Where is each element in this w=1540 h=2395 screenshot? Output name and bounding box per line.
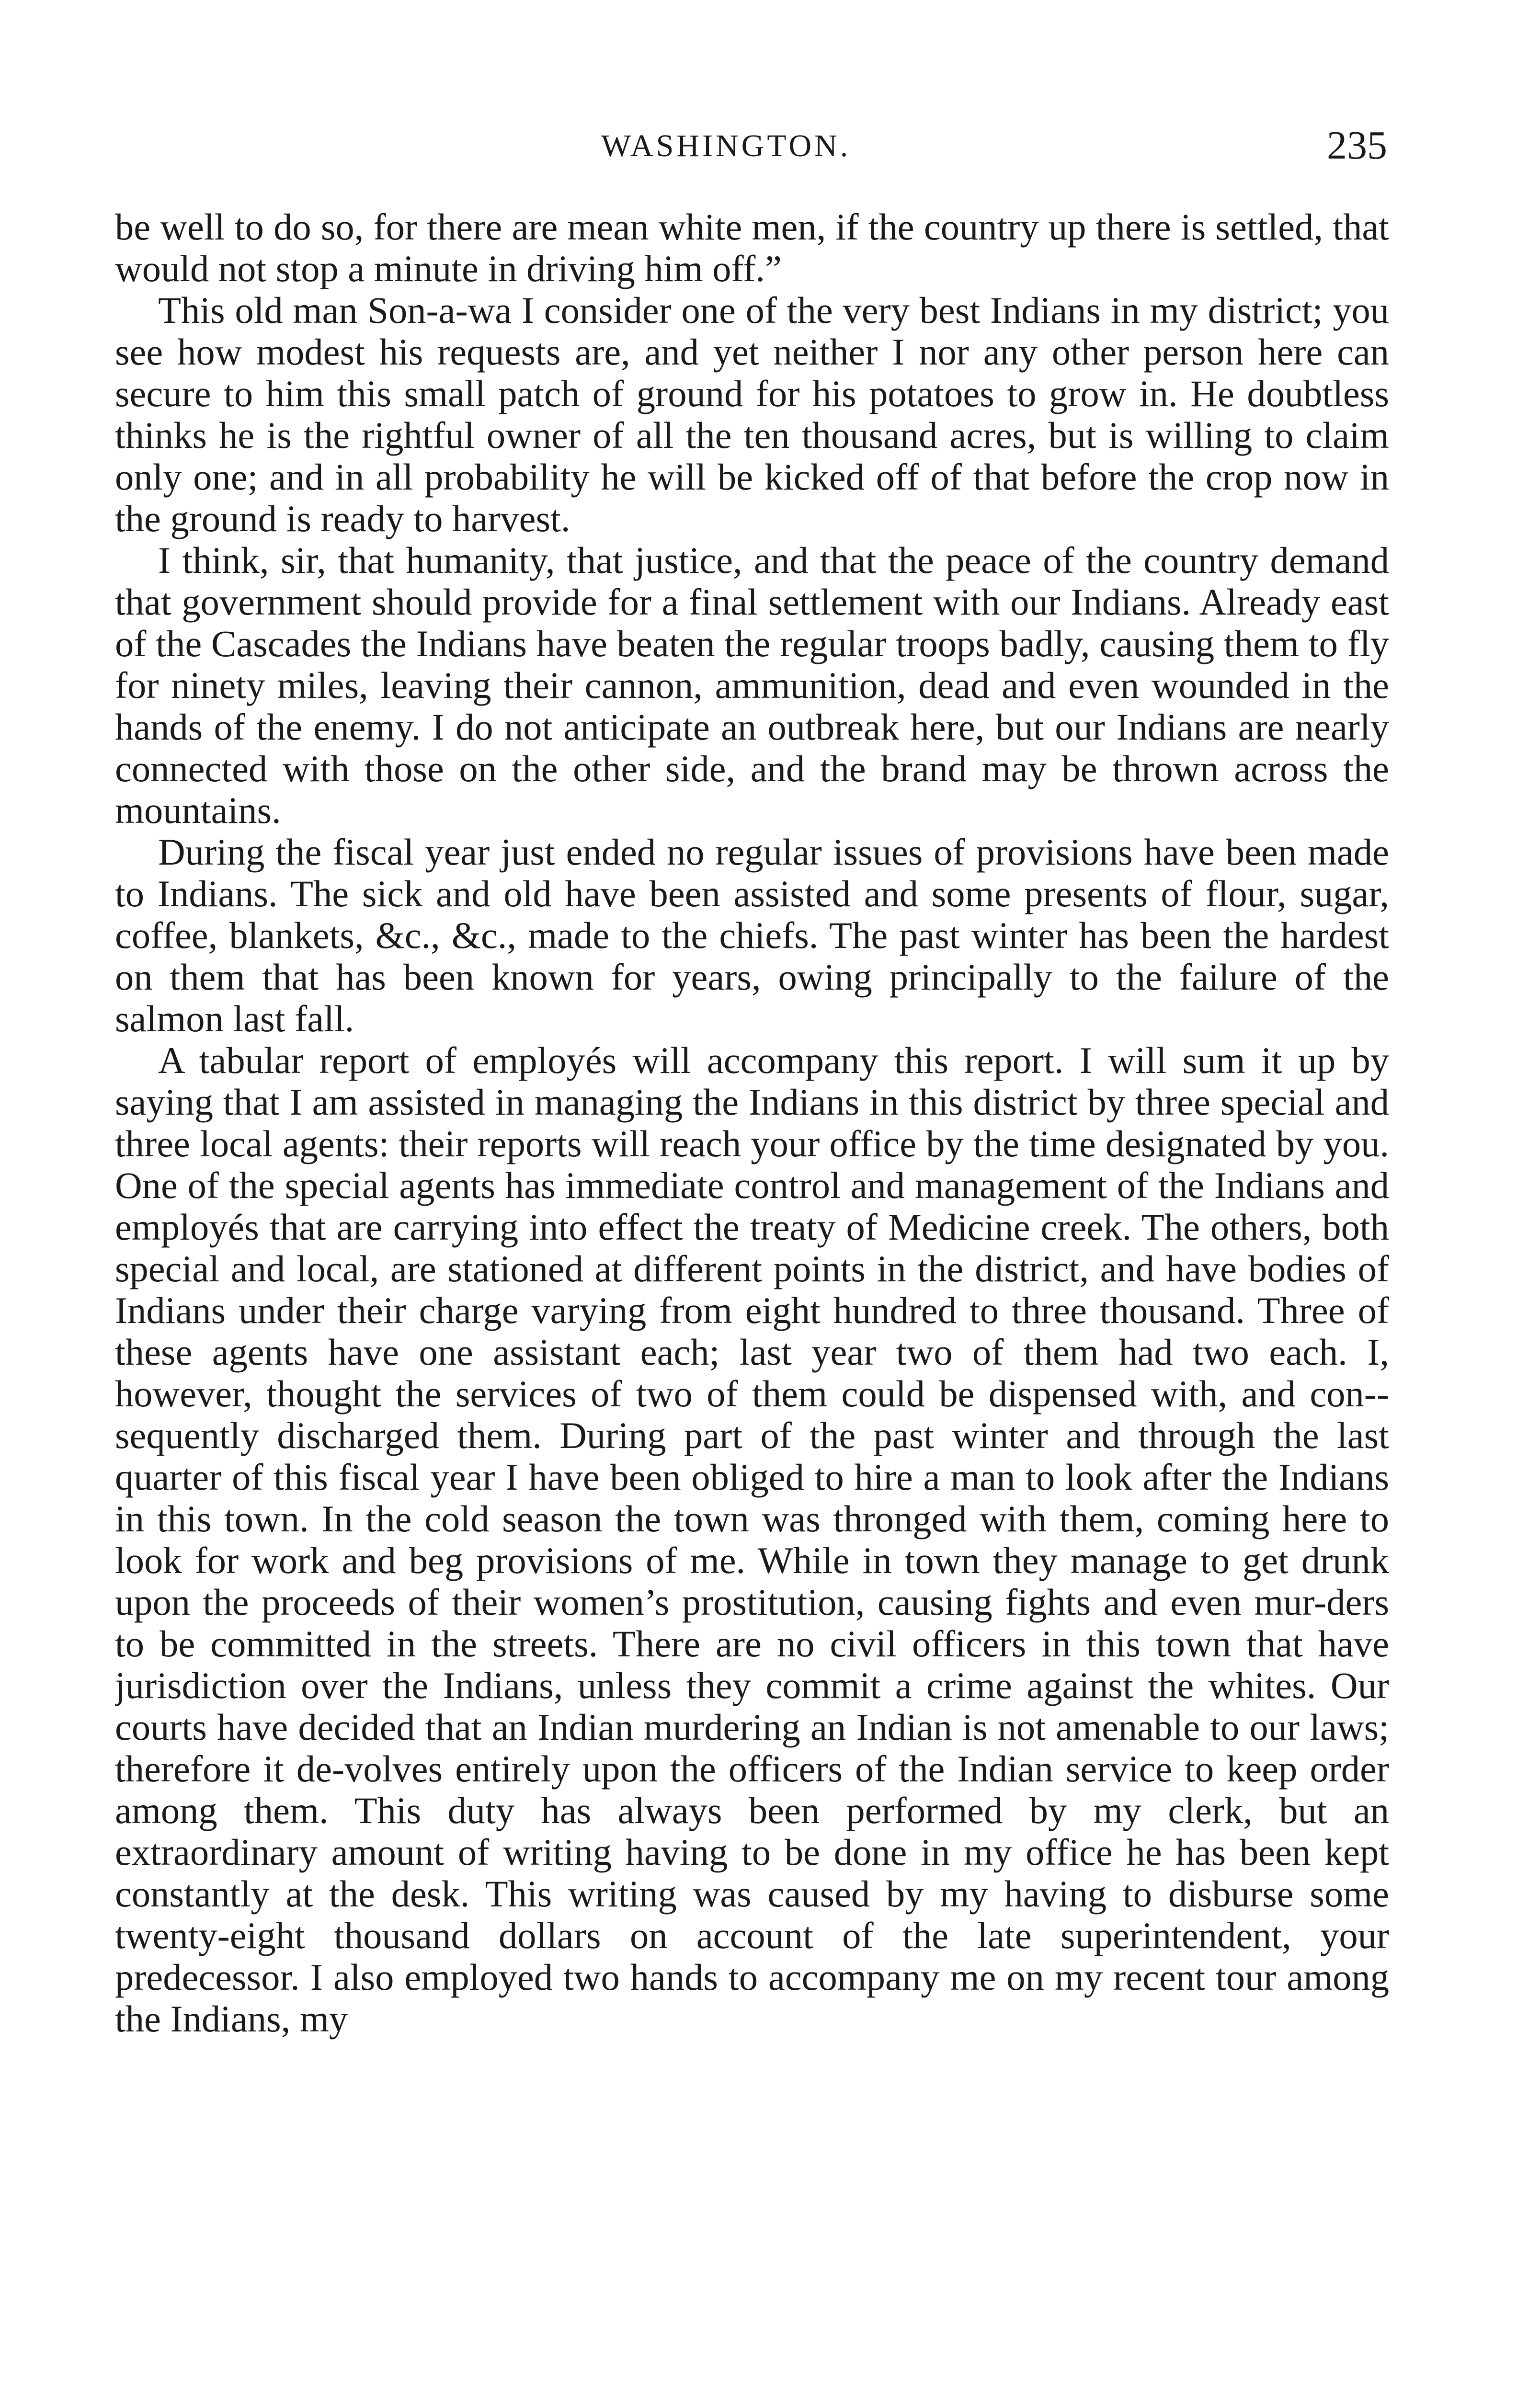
paragraph-settlement: I think, sir, that humanity, that justice, and that the peace of the country demand that government should provide for a final settlement with our Indians. Already east of the Cascades the Indians have beaten the regular troops badly, causing them to fly for ninety miles, leaving their cannon, ammunition, dead and even wounded in the hands of the enemy. I do not anticipate an outbreak here, but our Indians are nearly connected with those on the other side, and the brand may be thrown across the mountains. (115, 539, 1389, 831)
paragraph-son-a-wa: This old man Son-a-wa I consider one of the very best Indians in my district; you see how modest his requests are, and yet neither I nor any other person here can secure to him this small patch of ground for his potatoes to grow in. He doubtless thinks he is the rightful owner of all the ten thousand acres, but is willing to claim only one; and in all probability he will be kicked off of that before the crop now in the ground is ready to harvest. (115, 289, 1389, 539)
paragraph-provisions: During the fiscal year just ended no regular issues of provisions have been made to Indians. The sick and old have been assisted and some presents of flour, sugar, coffee, blankets, &c., &c., made to the chiefs. The past winter has been the hardest on them that has been known for years, owing principally to the failure of the salmon last fall. (115, 831, 1389, 1039)
paragraph-employes: A tabular report of employés will accompany this report. I will sum it up by saying that I am assisted in managing the Indians in this district by three special and three local agents: their reports will reach your office by the time designated by you. One of the special agents has immediate control and management of the Indians and employés that are carrying into effect the treaty of Medicine creek. The others, both special and local, are stationed at different points in the district, and have bodies of Indians under their charge varying from eight hundred to three thousand. Three of these agents have one assistant each; last year two of them had two each. I, however, thought the services of two of them could be dispensed with, and con-sequently discharged them. During part of the past winter and through the last quarter of this fiscal year I have been obliged to hire a man to look after the Indians in this town. In the cold season the town was thronged with them, coming here to look for work and beg provisions of me. While in town they manage to get drunk upon the proceeds of their women’s prostitution, causing fights and even mur-ders to be committed in the streets. There are no civil officers in this town that have jurisdiction over the Indians, unless they commit a crime against the whites. Our courts have decided that an Indian murdering an Indian is not amenable to our laws; therefore it de-volves entirely upon the officers of the Indian service to keep order among them. This duty has always been performed by my clerk, but an extraordinary amount of writing having to be done in my office he has been kept constantly at the desk. This writing was caused by my having to disburse some twenty-eight thousand dollars on account of the late superintendent, your predecessor. I also employed two hands to accompany me on my recent tour among the Indians, my (115, 1039, 1389, 2040)
running-head (0, 122, 1540, 175)
body-text (115, 206, 1389, 2395)
page-number: 235 (1327, 123, 1387, 168)
running-title: WASHINGTON. (601, 128, 851, 163)
paragraph-continued: be well to do so, for there are mean white men, if the country up there is settled, that would not stop a minute in driving him off.” (115, 206, 1389, 289)
